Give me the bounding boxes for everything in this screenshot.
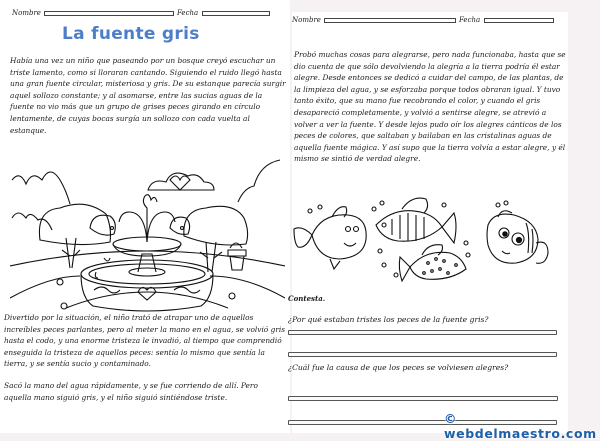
name-label: Nombre xyxy=(12,9,41,17)
story-title: La fuente gris xyxy=(62,24,200,44)
story-paragraph-1: Había una vez un niño que paseando por un bosque creyó escuchar un triste lamento, como si lloraran cantando. Siguiendo el ruido llegó hasta una gran fuente circular, misteriosa y gris. De su estanque parecía surgir aquel sollozo constante; y al asomarse, entre las sucias aguas de la fuente no vio más que un grupo de grises peces girando en círculo lentamente, de cuyas bocas surgía un sollozo con cada vuelta al estanque. xyxy=(10,56,286,135)
answer-line-2a[interactable] xyxy=(288,396,558,401)
name-date-header xyxy=(12,9,273,17)
question-1: ¿Por qué estaban tristes los peces de la fuente gris? xyxy=(288,315,489,324)
name-label: Nombre xyxy=(292,16,321,24)
fountain-illustration xyxy=(10,158,285,313)
answer-line-1a[interactable] xyxy=(288,330,557,335)
worksheet-page-left xyxy=(0,0,290,433)
story-paragraph-2: Divertido por la situación, el niño trató de atrapar uno de aquellos increíbles peces parlantes, pero al meter la mano en el agua, se volvió gris hasta el codo, y una enorme tristeza le invadió, al tiempo que comprendió enseguida la tristeza de aquellos peces: sentía lo mismo que sentía la tierra, y se sentía sucio y contaminado. xyxy=(4,313,286,369)
name-field[interactable] xyxy=(44,11,174,16)
date-field[interactable] xyxy=(202,11,270,16)
name-field[interactable] xyxy=(324,18,456,23)
questions-heading: Contesta. xyxy=(288,294,326,303)
date-label: Fecha xyxy=(176,9,199,17)
worksheet-page-right xyxy=(288,12,568,433)
name-date-header xyxy=(292,16,557,24)
fish-illustration xyxy=(292,195,562,285)
answer-line-1b[interactable] xyxy=(288,352,557,357)
story-paragraph-3: Sacó la mano del agua rápidamente, y se fue corriendo de allí. Pero aquella mano siguió gris, y el niño siguió sintiéndose triste. xyxy=(4,381,258,402)
watermark-copyright: © webdelmaestro.com xyxy=(444,411,597,441)
date-field[interactable] xyxy=(484,18,554,23)
date-label: Fecha xyxy=(458,16,481,24)
question-2: ¿Cuál fue la causa de que los peces se volviesen alegres? xyxy=(288,363,509,372)
story-paragraph-4: Probó muchas cosas para alegrarse, pero nada funcionaba, hasta que se dio cuenta de que sólo devolviendo la alegría a la tierra podría él estar alegre. Desde entonces se dedicó a cuidar del campo, de las plantas, de la limpieza del agua, y se esforzaba porque todos obraran igual. Y tuvo tanto éxito, que su mano fue recobrando el color, y cuando el gris desapareció completamente, y volvió a sentirse alegre, se atrevió a volver a ver la fuente. Y desde lejos pudo oír los alegres cánticos de los peces de colores, que saltaban y bailaban en las cristalinas aguas de aquella fuente mágica. Y así supo que la tierra volvía a estar alegre, y él mismo se sintió de verdad alegre. xyxy=(294,50,566,164)
